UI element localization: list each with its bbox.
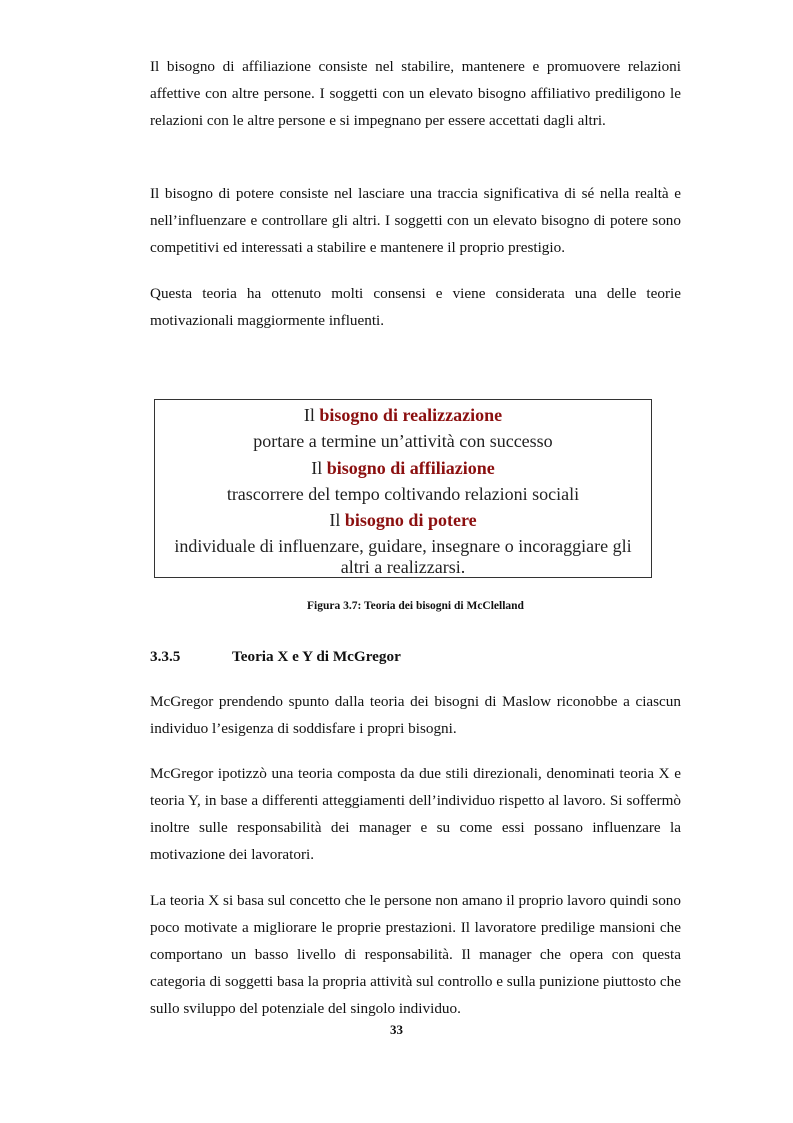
figure-need-achievement: Il bisogno di realizzazione	[303, 405, 503, 425]
figure-need-power-desc-line1: individuale di influenzare, guidare, insegnare o incoraggiare gli	[174, 536, 632, 556]
figure-need-affiliation-desc: trascorrere del tempo coltivando relazioni sociali	[226, 484, 580, 504]
paragraph-affiliation: Il bisogno di affiliazione consiste nel stabilire, mantenere e promuovere relazioni affettive con altre persone. I soggetti con un elevato bisogno affiliativo prediligono le relazioni con le altre persone e si impegnano per essere accettati dagli altri.	[150, 58, 681, 129]
figure-need-power: Il bisogno di potere	[329, 510, 477, 530]
page-number: 33	[390, 1022, 403, 1037]
section-title: Teoria X e Y di McGregor	[232, 648, 401, 665]
figure-need-power-desc-line2: altri a realizzarsi.	[340, 557, 466, 577]
paragraph-power: Il bisogno di potere consiste nel lasciare una traccia significativa di sé nella realtà e nell’influenzare e controllare gli altri. I soggetti con un elevato bisogno di potere sono competitivi ed interessati a stabilire e mantenere il proprio prestigio.	[150, 185, 681, 256]
paragraph-mcgregor-styles: McGregor ipotizzò una teoria composta da due stili direzionali, denominati teoria X e teoria Y, in base a differenti atteggiamenti dell’individuo rispetto al lavoro. Si soffermò inoltre sulle responsabilità dei manager e su come essi possano influenzare la motivazione dei lavoratori.	[150, 765, 681, 863]
figure-caption: Figura 3.7: Teoria dei bisogni di McClelland	[307, 600, 524, 612]
figure-need-achievement-desc: portare a termine un’attività con successo	[253, 431, 553, 451]
need-power-title: bisogno di potere	[344, 510, 477, 530]
paragraph-mcgregor-intro: McGregor prendendo spunto dalla teoria dei bisogni di Maslow riconobbe a ciascun individuo l’esigenza di soddisfare i propri bisogni.	[150, 693, 681, 737]
need-affiliation-title: bisogno di affiliazione	[326, 458, 495, 478]
paragraph-theory-x: La teoria X si basa sul concetto che le persone non amano il proprio lavoro quindi sono poco motivate a migliorare le proprie prestazioni. Il lavoratore predilige mansioni che comportano un basso livello di responsabilità. Il manager che opera con questa categoria di soggetti basa la propria attività sul controllo e sulla punizione piuttosto che sullo sviluppo del potenziale del singolo individuo.	[150, 892, 681, 1017]
figure-need-affiliation: Il bisogno di affiliazione	[311, 458, 495, 478]
paragraph-consensus: Questa teoria ha ottenuto molti consensi e viene considerata una delle teorie motivazionali maggiormente influenti.	[150, 285, 681, 329]
figure-mcclelland-needs	[154, 399, 652, 578]
need-achievement-title: bisogno di realizzazione	[319, 405, 503, 425]
section-number: 3.3.5	[150, 648, 181, 665]
